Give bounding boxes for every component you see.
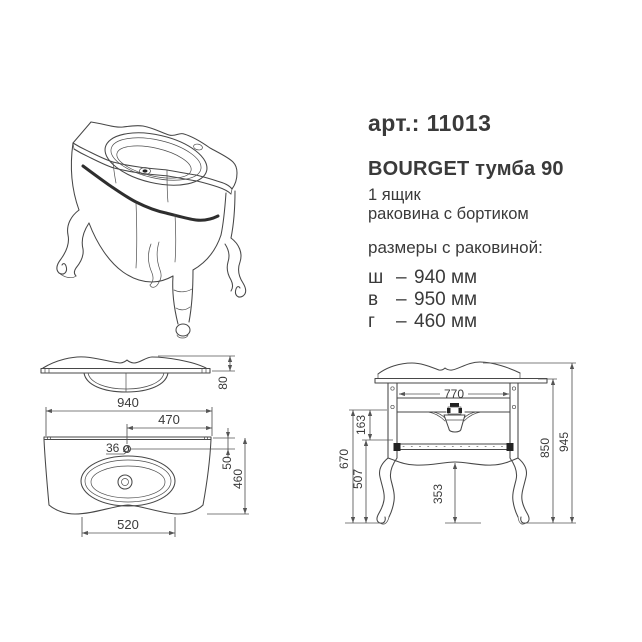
back-right-leg-elev	[510, 458, 529, 524]
size-key: в	[368, 289, 379, 310]
dim-label-670: 670	[337, 448, 351, 470]
size-dash: –	[396, 311, 407, 332]
dim-label-80: 80	[216, 376, 230, 390]
dim-label-36: 36 ø	[106, 441, 131, 455]
feature-sink: раковина с бортиком	[368, 205, 529, 223]
dim-label-940: 940	[117, 395, 139, 410]
dim-label-470: 470	[158, 412, 180, 427]
dim-label-850: 850	[538, 437, 552, 459]
front-right-leg	[173, 270, 193, 338]
cabinet-body-3d	[71, 143, 235, 282]
dim-back-inner-width	[399, 387, 509, 401]
sizes-header: размеры с раковиной:	[368, 238, 543, 257]
dim-label-520: 520	[117, 517, 139, 532]
basin-3d	[100, 124, 212, 194]
dim-label-163: 163	[354, 414, 368, 436]
dim-faucet	[106, 441, 235, 455]
back-right-leg	[225, 238, 246, 297]
dim-label-770: 770	[443, 387, 465, 401]
hinge-bracket-right	[507, 443, 514, 451]
size-row-height	[368, 289, 633, 311]
dim-label-507: 507	[351, 468, 365, 490]
size-key: г	[368, 311, 375, 332]
dim-label-50: 50	[220, 456, 234, 470]
size-value: 940 мм	[414, 267, 478, 288]
size-dash: –	[396, 267, 407, 288]
drain-assembly	[428, 403, 481, 432]
size-value: 950 мм	[414, 289, 478, 310]
art-number: арт.: 11013	[368, 110, 492, 136]
dim-plan-bottom-width	[82, 517, 175, 537]
back-left-leg	[148, 242, 161, 287]
dim-back-top-section	[349, 410, 393, 440]
size-row-depth	[368, 311, 633, 333]
front-apron-3d	[89, 223, 173, 282]
product-info	[368, 110, 633, 333]
front-left-leg	[57, 210, 89, 278]
drain-plan	[118, 475, 132, 489]
dim-plan-width	[46, 395, 212, 436]
back-apron	[388, 458, 518, 465]
dim-label-945: 945	[557, 431, 571, 453]
dim-back-apron-height	[431, 463, 481, 523]
product-title: BOURGET тумба 90	[368, 158, 564, 180]
dim-back-total-height	[483, 363, 576, 523]
size-value: 460 мм	[414, 311, 478, 332]
back-left-leg-elev	[377, 458, 397, 524]
side-apron-3d	[193, 235, 221, 270]
dim-label-353: 353	[431, 483, 445, 505]
size-dash: –	[396, 289, 407, 310]
back-drawing	[335, 355, 580, 540]
vanity-3d-view	[35, 92, 265, 347]
hinge-bracket-left	[394, 443, 401, 451]
feature-drawer: 1 ящик	[368, 186, 421, 204]
dim-label-460: 460	[231, 468, 245, 490]
plan-drawing	[28, 345, 263, 545]
size-row-width	[368, 267, 633, 289]
size-key: ш	[368, 267, 384, 288]
sink-profile-view	[41, 357, 210, 392]
